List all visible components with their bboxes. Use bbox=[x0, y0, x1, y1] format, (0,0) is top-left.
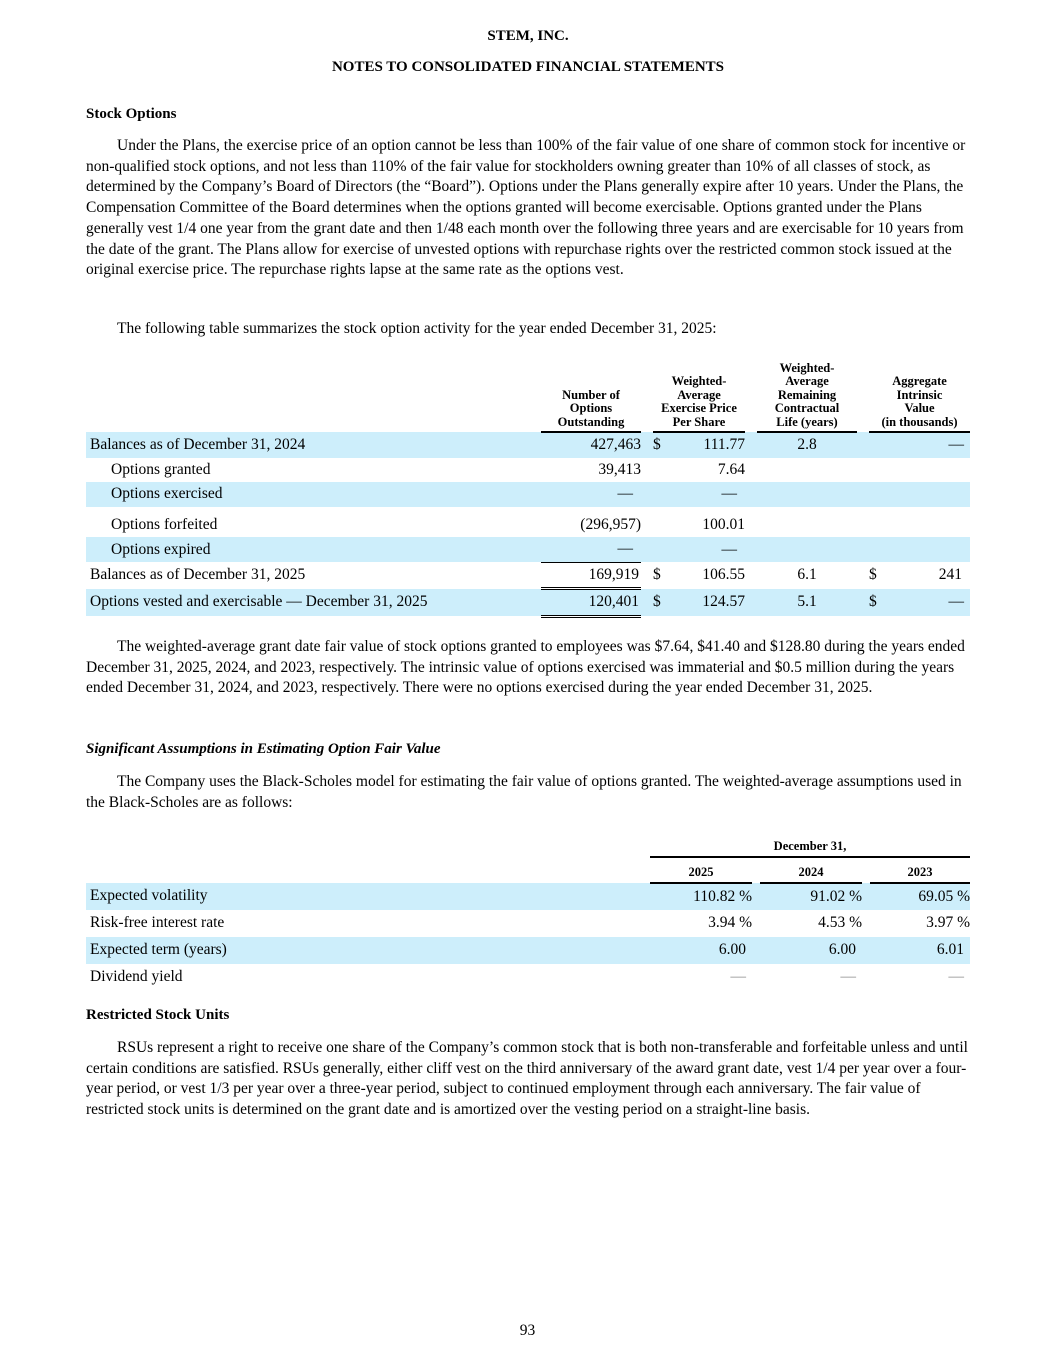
table-row: Options forfeited (296,957) 100.01 bbox=[111, 515, 745, 533]
table-row: Options granted 39,413 7.64 bbox=[111, 460, 745, 478]
table-row: Balances as of December 31, 2025 169,919 $ 106.55 6.1 $ 241 bbox=[86, 562, 970, 589]
col-header-options: Number of Options Outstanding bbox=[541, 362, 641, 432]
table-row: Expected term (years) 6.00 6.00 6.01 bbox=[86, 937, 970, 964]
document-subtitle: NOTES TO CONSOLIDATED FINANCIAL STATEMENTS bbox=[331, 59, 725, 75]
fair-value-paragraph: The weighted-average grant date fair value of stock options granted to employees was $7.64, $41.40 and $128.80 during the years ended December 31, 2025, 2024, and 2023, respectively. The intrinsic value of options exercised was immaterial and $0.5 million during the years ended December 31, 2024, and 2023, respectively. There were no options exercised during the year ended December 31, 2025. bbox=[86, 638, 965, 697]
assumptions-table bbox=[86, 832, 970, 991]
rsu-paragraph: RSUs represent a right to receive one share of the Company’s common stock that is both non-transferable and forfeitable unless and until certain conditions are satisfied. RSUs generally, either cliff vest on the third anniversary of the award grant date, vest 1/4 per year over a four-year period, or vest 1/3 per year over a three-year period, subject to continued employment through each anniversary. The fair value of restricted stock units is determined on the grant date and is amortized over the vesting period on a straight-line basis. bbox=[86, 1039, 968, 1119]
table-row: Options expired — — bbox=[86, 537, 970, 562]
assumptions-paragraph: The Company uses the Black-Scholes model for estimating the fair value of options granted. The weighted-average assumptions used in the Black-Scholes are as follows: bbox=[86, 773, 962, 811]
table-row: Options exercised — — bbox=[86, 482, 970, 507]
col-header-2025: 2025 bbox=[650, 857, 752, 883]
section-heading-stock-options: Stock Options bbox=[86, 106, 177, 122]
option-table-intro: The following table summarizes the stock option activity for the year ended December 31, 2025: bbox=[117, 320, 717, 337]
table-header-row bbox=[86, 362, 970, 432]
stock-options-paragraph: Under the Plans, the exercise price of an option cannot be less than 100% of the fair value of one share of common stock for incentive or non-qualified stock options, and not less than 110% of the fair value for stockholders owning greater than 10% of all classes of stock, as determined by the Company’s Board of Directors (the “Board”). Options under the Plans generally expire after 10 years. Under the Plans, the Compensation Committee of the Board determines when the options granted will become exercisable. Options granted under the Plans generally vest 1/4 one year from the grant date and then 1/48 each month over the following three years and are exercisable for 10 years from the date of the grant. The Plans allow for exercise of unvested options with repurchase rights over the restricted common stock issued at the original exercise price. The repurchase rights lapse at the same rate as the options vest. bbox=[86, 137, 966, 279]
col-header-2023: 2023 bbox=[870, 857, 970, 883]
col-header-life: Weighted- Average Remaining Contractual Life (years) bbox=[757, 362, 857, 432]
table-row: Expected volatility 110.82 % 91.02 % 69.05 % bbox=[86, 883, 970, 910]
section-heading-rsu: Restricted Stock Units bbox=[86, 1007, 230, 1023]
col-header-price: Weighted- Average Exercise Price Per Share bbox=[653, 362, 745, 432]
section-heading-assumptions: Significant Assumptions in Estimating Option Fair Value bbox=[86, 741, 441, 757]
table-row: Risk-free interest rate 3.94 % 4.53 % 3.97 % bbox=[90, 914, 970, 931]
group-header-december-31: December 31, bbox=[650, 832, 970, 857]
page-number: 93 bbox=[519, 1322, 536, 1339]
table-row: Balances as of December 31, 2024 427,463 $ 111.77 2.8 — bbox=[86, 432, 970, 458]
table-row: Options vested and exercisable — December 31, 2025 120,401 $ 124.57 5.1 $ — bbox=[86, 589, 970, 617]
company-name: STEM, INC. bbox=[487, 28, 569, 44]
col-header-value: Aggregate Intrinsic Value (in thousands) bbox=[869, 362, 970, 432]
col-header-2024: 2024 bbox=[760, 857, 862, 883]
option-activity-table bbox=[86, 362, 970, 618]
table-row: Dividend yield — — — bbox=[90, 968, 964, 985]
